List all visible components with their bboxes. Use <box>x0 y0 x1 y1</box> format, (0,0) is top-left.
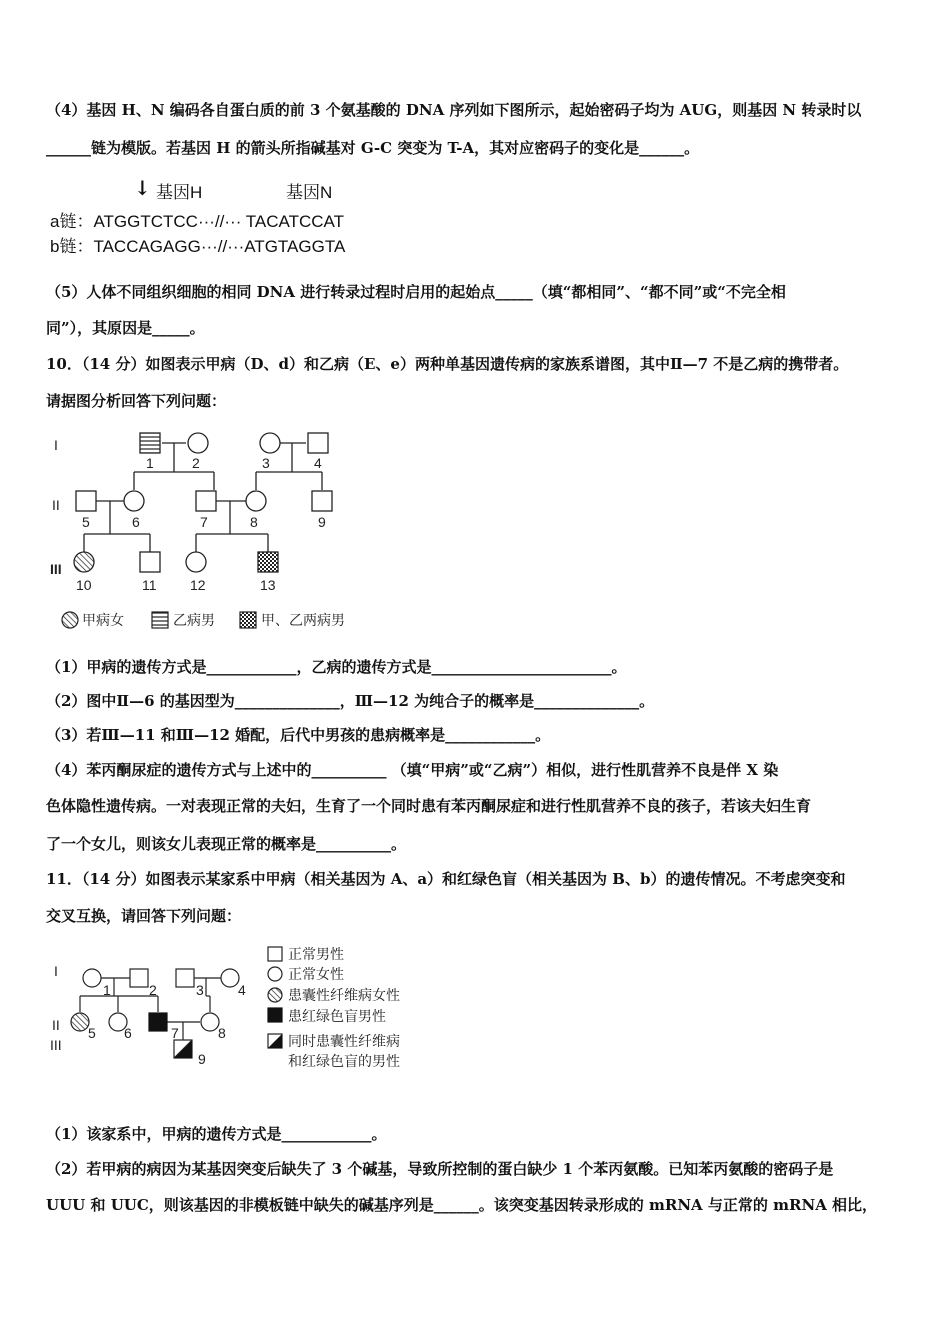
individual-II-5 <box>71 1013 89 1031</box>
individual-number: 6 <box>124 1025 132 1041</box>
generation-label: I <box>54 437 58 453</box>
q10-sub2: （2）图中Ⅱ—6 的基因型为______________，Ⅲ—12 为纯合子的概率是______________。 <box>46 692 655 710</box>
q11-sub1: （1）该家系中，甲病的遗传方式是____________。 <box>46 1125 387 1143</box>
individual-II-6 <box>124 491 144 511</box>
individual-III-13 <box>258 552 278 572</box>
individual-number: 5 <box>88 1025 96 1041</box>
individual-number: 2 <box>192 455 200 471</box>
legend-normal-female-icon <box>268 967 282 981</box>
legend-label: 甲病女 <box>82 612 124 628</box>
individual-I-2 <box>188 433 208 453</box>
individual-number: 1 <box>103 982 111 998</box>
legend-colorblind-male-icon <box>268 1008 282 1022</box>
q10-intro-line1: 10．（14 分）如图表示甲病（D、d）和乙病（E、e）两种单基因遗传病的家族系谱图，其中Ⅱ—7 不是乙病的携带者。 <box>46 355 849 373</box>
individual-III-11 <box>140 552 160 572</box>
legend-label: 正常女性 <box>288 966 344 982</box>
individual-number: 2 <box>149 982 157 998</box>
generation-label: II <box>52 497 60 513</box>
b-chain-sequence: b链：TACCAGAGG···//···ATGTAGGTA <box>50 237 346 256</box>
generation-label: III <box>50 1037 62 1053</box>
legend-affected-female-icon <box>62 612 78 628</box>
individual-I-3 <box>176 969 194 987</box>
q10-sub1: （1）甲病的遗传方式是____________，乙病的遗传方式是________________________。 <box>46 658 627 676</box>
q11-intro-line2: 交叉互换，请回答下列问题： <box>46 907 242 925</box>
q9-part5-line2: 同”），其原因是_____。 <box>46 319 205 337</box>
individual-I-1 <box>140 433 160 453</box>
gene-n-label: 基因N <box>286 183 333 202</box>
q10-sub4-line3: 了一个女儿，则该女儿表现正常的概率是__________。 <box>46 835 407 853</box>
q9-part4-line2: ______链为模版。若基因 H 的箭头所指碱基对 G-C 突变为 T-A，其对应密码子的变化是______。 <box>46 139 700 157</box>
individual-II-5 <box>76 491 96 511</box>
legend-label: 和红绿色盲的男性 <box>288 1053 400 1069</box>
individual-III-10 <box>74 552 94 572</box>
individual-number: 9 <box>318 514 326 530</box>
legend-normal-male-icon <box>268 947 282 961</box>
legend-cf-female-icon <box>268 988 282 1002</box>
individual-II-8 <box>246 491 266 511</box>
individual-number: 8 <box>250 514 258 530</box>
individual-II-8 <box>201 1013 219 1031</box>
individual-II-9 <box>312 491 332 511</box>
legend-disease-b-male-icon <box>152 612 168 628</box>
individual-number: 4 <box>238 982 246 998</box>
individual-number: 13 <box>260 577 276 593</box>
individual-number: 5 <box>82 514 90 530</box>
individual-II-7 <box>149 1013 167 1031</box>
q10-sub4-line2: 色体隐性遗传病。一对表现正常的夫妇，生育了一个同时患有苯丙酮尿症和进行性肌营养不良的孩子，若该夫妇生育 <box>46 797 812 815</box>
individual-number: 1 <box>146 455 154 471</box>
individual-number: 3 <box>196 982 204 998</box>
generation-label: I <box>54 963 58 979</box>
individual-I-4 <box>221 969 239 987</box>
individual-number: 7 <box>200 514 208 530</box>
individual-I-4 <box>308 433 328 453</box>
individual-III-12 <box>186 552 206 572</box>
legend-label: 乙病男 <box>173 612 215 628</box>
gene-h-label: 基因H <box>156 183 203 202</box>
legend-label: 同时患囊性纤维病 <box>288 1033 400 1049</box>
individual-number: 12 <box>190 577 206 593</box>
generation-label: III <box>50 561 62 577</box>
individual-I-1 <box>83 969 101 987</box>
individual-number: 9 <box>198 1051 206 1067</box>
individual-II-7 <box>196 491 216 511</box>
individual-I-3 <box>260 433 280 453</box>
pedigree-chart-q10 <box>46 424 376 634</box>
individual-number: 3 <box>262 455 270 471</box>
q9-part4-line1: （4）基因 H、N 编码各自蛋白质的前 3 个氨基酸的 DNA 序列如下图所示，起始密码子均为 AUG，则基因 N 转录时以 <box>46 101 862 119</box>
legend-label: 正常男性 <box>288 946 344 962</box>
individual-number: 10 <box>76 577 92 593</box>
individual-number: 7 <box>171 1025 179 1041</box>
q11-intro-line1: 11．（14 分）如图表示某家系中甲病（相关基因为 A、a）和红绿色盲（相关基因为 B、b）的遗传情况。不考虑突变和 <box>46 870 846 888</box>
legend-label: 患红绿色盲男性 <box>288 1008 386 1024</box>
individual-number: 8 <box>218 1025 226 1041</box>
q11-sub2-line2: UUU 和 UUC，则该基因的非模板链中缺失的碱基序列是______。该突变基因转录形成的 mRNA 与正常的 mRNA 相比， <box>46 1196 878 1214</box>
dna-sequence-figure <box>46 172 386 256</box>
arrow-down-icon: ↓ <box>134 176 151 200</box>
individual-number: 4 <box>314 455 322 471</box>
legend-label: 甲、乙两病男 <box>261 612 345 628</box>
individual-I-2 <box>130 969 148 987</box>
pedigree-chart-q11 <box>46 940 436 1075</box>
q11-sub2-line1: （2）若甲病的病因为某基因突变后缺失了 3 个碱基，导致所控制的蛋白缺少 1 个苯丙氨酸。已知苯丙氨酸的密码子是 <box>46 1160 834 1178</box>
a-chain-sequence: a链：ATGGTCTCC···//··· TACATCCAT <box>50 212 345 231</box>
q10-intro-line2: 请据图分析回答下列问题： <box>46 392 227 410</box>
individual-number: 11 <box>142 577 157 593</box>
q9-part5-line1: （5）人体不同组织细胞的相同 DNA 进行转录过程时启用的起始点_____（填“都相同”、“都不同”或“不完全相 <box>46 283 786 301</box>
legend-label: 患囊性纤维病女性 <box>288 987 400 1003</box>
q10-sub4-line1: （4）苯丙酮尿症的遗传方式与上述中的__________ （填“甲病”或“乙病”）相似，进行性肌营养不良是伴 X 染 <box>46 761 779 779</box>
generation-label: II <box>52 1017 60 1033</box>
individual-number: 6 <box>132 514 140 530</box>
legend-both-diseases-male-icon <box>240 612 256 628</box>
q10-sub3: （3）若Ⅲ—11 和Ⅲ—12 婚配，后代中男孩的患病概率是____________。 <box>46 726 551 744</box>
